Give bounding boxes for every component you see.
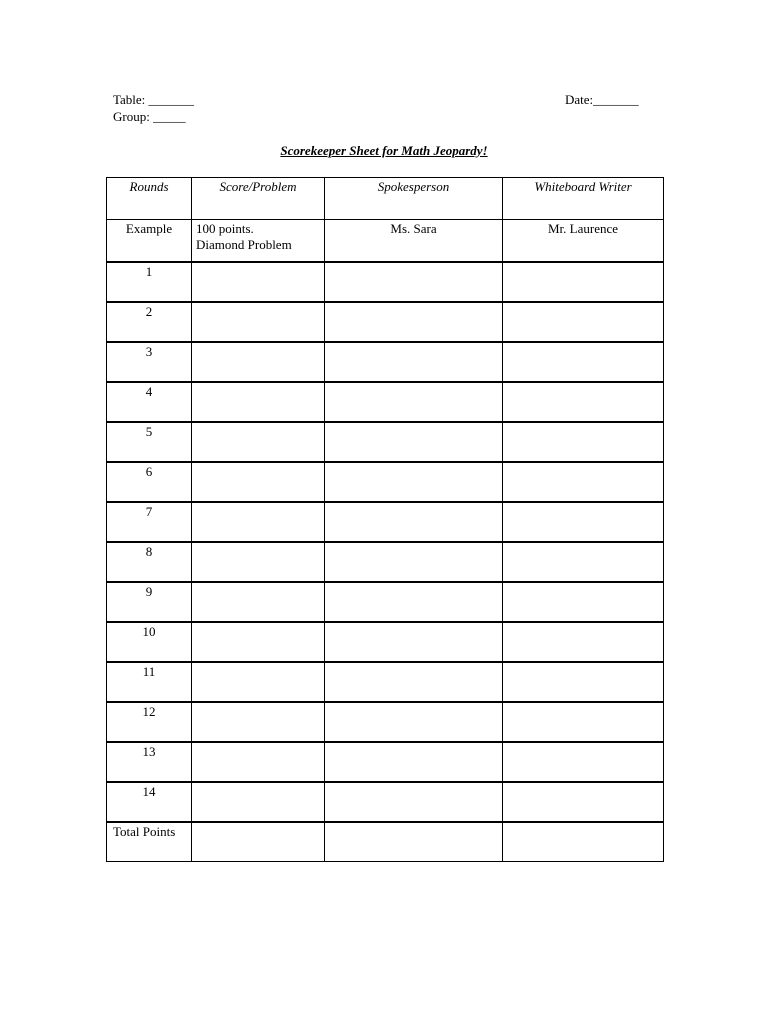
writer-cell[interactable]	[503, 542, 664, 582]
spokesperson-cell[interactable]	[325, 342, 503, 382]
table-row	[107, 302, 664, 342]
writer-cell[interactable]	[503, 622, 664, 662]
writer-cell[interactable]	[503, 502, 664, 542]
writer-cell[interactable]	[503, 302, 664, 342]
score-cell[interactable]	[192, 822, 325, 862]
table-field-label: Table: _______	[113, 92, 195, 107]
spokesperson-cell[interactable]	[325, 302, 503, 342]
spokesperson-cell[interactable]	[325, 662, 503, 702]
spokesperson-cell[interactable]	[325, 742, 503, 782]
table-row	[107, 382, 664, 422]
writer-cell[interactable]	[503, 422, 664, 462]
round-cell: 1	[107, 262, 192, 302]
example-score-line2: Diamond Problem	[196, 237, 292, 252]
score-cell[interactable]	[192, 542, 325, 582]
table-row	[107, 502, 664, 542]
score-cell[interactable]	[192, 702, 325, 742]
round-cell: 2	[107, 302, 192, 342]
table-row	[107, 262, 664, 302]
table-row	[107, 782, 664, 822]
score-cell[interactable]	[192, 342, 325, 382]
sheet-title	[0, 143, 768, 159]
column-header-rounds: Rounds	[107, 178, 192, 220]
writer-cell[interactable]	[503, 342, 664, 382]
score-cell[interactable]	[192, 462, 325, 502]
example-round-cell: Example	[107, 220, 192, 262]
table-row	[107, 422, 664, 462]
round-cell: 4	[107, 382, 192, 422]
spokesperson-cell[interactable]	[325, 822, 503, 862]
writer-cell[interactable]	[503, 782, 664, 822]
round-cell: 5	[107, 422, 192, 462]
round-cell: 10	[107, 622, 192, 662]
round-cell: 11	[107, 662, 192, 702]
writer-cell[interactable]	[503, 262, 664, 302]
table-row	[107, 342, 664, 382]
example-spokesperson-cell: Ms. Sara	[325, 220, 503, 262]
spokesperson-cell[interactable]	[325, 262, 503, 302]
spokesperson-cell[interactable]	[325, 502, 503, 542]
table-row	[107, 702, 664, 742]
spokesperson-cell[interactable]	[325, 542, 503, 582]
round-cell: 13	[107, 742, 192, 782]
round-cell: 6	[107, 462, 192, 502]
group-field-label: Group: _____	[113, 109, 186, 124]
spokesperson-cell[interactable]	[325, 582, 503, 622]
column-header-score-problem: Score/Problem	[192, 178, 325, 220]
spokesperson-cell[interactable]	[325, 462, 503, 502]
table-row	[107, 622, 664, 662]
writer-cell[interactable]	[503, 742, 664, 782]
spokesperson-cell[interactable]	[325, 782, 503, 822]
writer-cell[interactable]	[503, 382, 664, 422]
writer-cell[interactable]	[503, 662, 664, 702]
table-row	[107, 462, 664, 502]
round-cell: Total Points	[107, 822, 192, 862]
writer-cell[interactable]	[503, 822, 664, 862]
spokesperson-cell[interactable]	[325, 702, 503, 742]
table-row	[107, 582, 664, 622]
spokesperson-cell[interactable]	[325, 382, 503, 422]
score-cell[interactable]	[192, 502, 325, 542]
spokesperson-cell[interactable]	[325, 422, 503, 462]
column-header-spokesperson: Spokesperson	[325, 178, 503, 220]
table-row	[107, 662, 664, 702]
total-points-row	[107, 822, 664, 862]
score-cell[interactable]	[192, 382, 325, 422]
example-writer-cell: Mr. Laurence	[503, 220, 664, 262]
score-cell[interactable]	[192, 302, 325, 342]
score-cell[interactable]	[192, 262, 325, 302]
score-cell[interactable]	[192, 622, 325, 662]
round-cell: 12	[107, 702, 192, 742]
table-header-row	[107, 178, 664, 220]
column-header-whiteboard-writer: Whiteboard Writer	[503, 178, 664, 220]
example-score-cell	[192, 220, 325, 262]
example-row	[107, 220, 664, 262]
round-cell: 9	[107, 582, 192, 622]
writer-cell[interactable]	[503, 462, 664, 502]
score-cell[interactable]	[192, 662, 325, 702]
scorekeeper-table	[106, 177, 664, 862]
spokesperson-cell[interactable]	[325, 622, 503, 662]
round-cell: 3	[107, 342, 192, 382]
sheet-title-text: Scorekeeper Sheet for Math Jeopardy!	[280, 143, 488, 158]
round-cell: 7	[107, 502, 192, 542]
writer-cell[interactable]	[503, 582, 664, 622]
table-row	[107, 542, 664, 582]
round-cell: 14	[107, 782, 192, 822]
date-field-label: Date:_______	[565, 92, 639, 107]
round-cell: 8	[107, 542, 192, 582]
score-cell[interactable]	[192, 422, 325, 462]
score-cell[interactable]	[192, 742, 325, 782]
score-cell[interactable]	[192, 782, 325, 822]
writer-cell[interactable]	[503, 702, 664, 742]
score-cell[interactable]	[192, 582, 325, 622]
table-row	[107, 742, 664, 782]
example-score-line1: 100 points.	[196, 221, 254, 236]
